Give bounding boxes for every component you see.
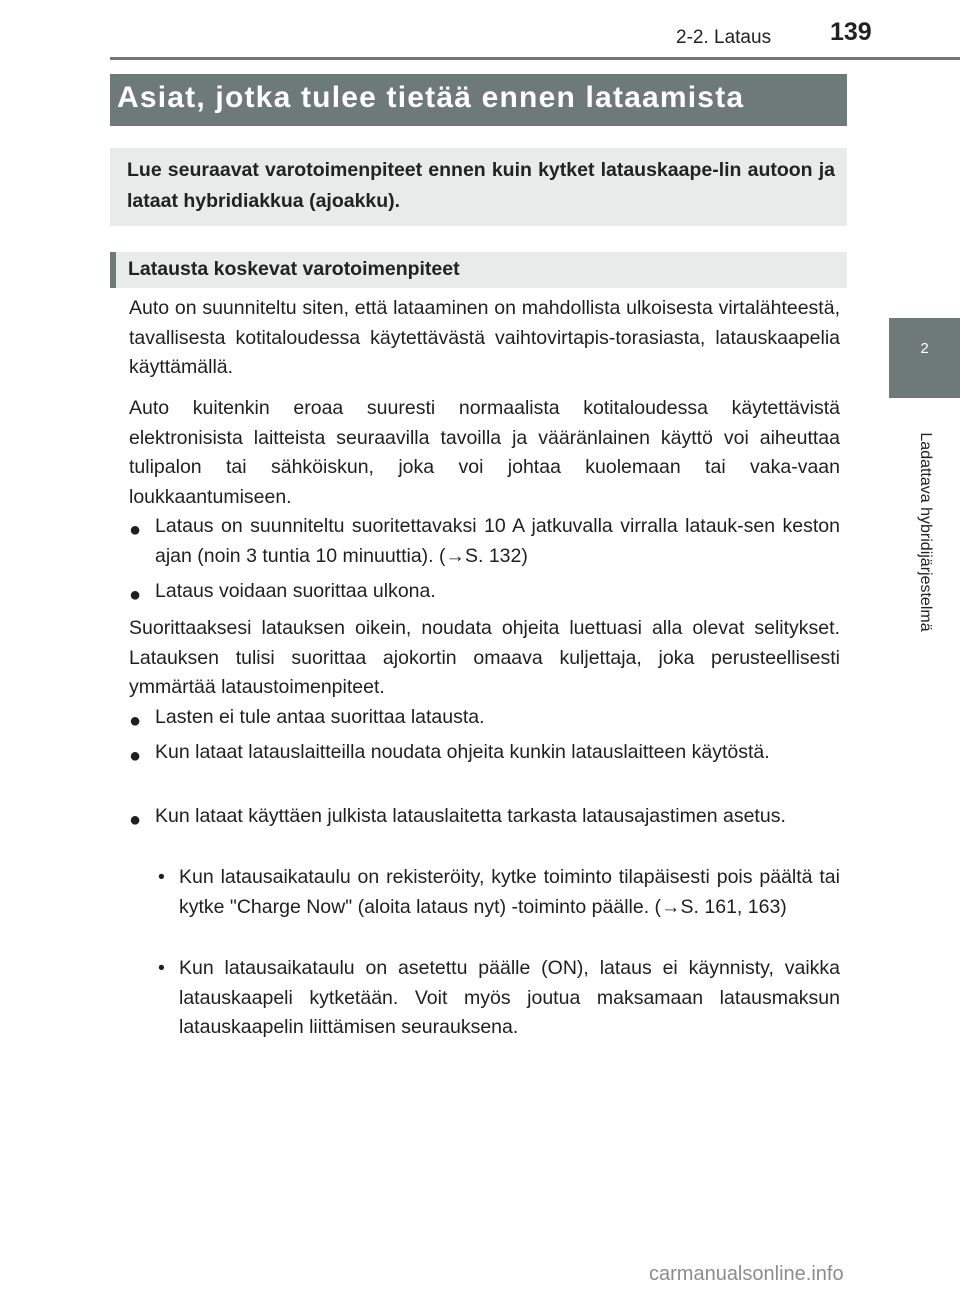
sub-list-item — [156, 863, 840, 922]
bullet-dot-icon: ● — [129, 584, 142, 606]
list-item — [129, 703, 840, 733]
subheading: Latausta koskevat varotoimenpiteet — [128, 258, 460, 280]
list-item-text: Kun lataat käyttäen julkista latauslaitetta tarkasta latausajastimen asetus. — [155, 805, 786, 827]
bullet-dot-icon: ● — [129, 519, 142, 541]
subheading-accent — [110, 252, 116, 288]
sub-list-item-text: Kun latausaikataulu on rekisteröity, kytke toiminto tilapäisesti pois päältä tai kytke "Charge Now" (aloita lataus nyt) -toiminto päälle. (→S. 161, 163) — [179, 866, 840, 918]
intro-text: Lue seuraavat varotoimenpiteet ennen kuin kytket latauskaape-lin autoon ja lataat hybridiakkua (ajoakku). — [127, 159, 835, 212]
paragraph-3: Suorittaaksesi latauksen oikein, noudata ohjeita luettuasi alla olevat selitykset. Latauksen tulisi suorittaa ajokortin omaava kuljettaja, joka perusteellisesti ymmärtää lataustoimenpiteet. — [129, 617, 840, 698]
paragraph-2: Auto kuitenkin eroaa suuresti normaalista kotitaloudessa käytettävistä elektronisista laitteista seuraavilla tavoilla ja vääränlainen käyttö voi aiheuttaa tulipalon tai sähköiskun, joka voi johtaa kuolemaan tai vaka-vaan loukkaantumiseen. — [129, 397, 840, 508]
paragraph-1: Auto on suunniteltu siten, että lataaminen on mahdollista ulkoisesta virtalähteestä, tavallisesta kotitaloudessa käytettävästä vaihtovirtapis-torasiasta, latauskaapelia käyttämällä. — [129, 297, 840, 378]
sub-list-item — [156, 954, 840, 1043]
list-item-text: Kun lataat latauslaitteilla noudata ohjeita kunkin latauslaitteen käytöstä. — [155, 741, 770, 763]
chapter-number: 2 — [920, 340, 929, 357]
list-item — [129, 738, 840, 768]
chapter-tab — [889, 318, 960, 398]
list-item-text: Lataus on suunniteltu suoritettavaksi 10 A jatkuvalla virralla latauk-sen keston ajan (noin 3 tuntia 10 minuuttia). (→S. 132) — [155, 515, 840, 567]
section-heading: 2-2. Lataus — [676, 27, 772, 48]
bullet-dot-icon: ● — [129, 710, 142, 732]
list-item — [129, 512, 840, 571]
header-divider — [110, 57, 960, 60]
sub-list-item-text: Kun latausaikataulu on asetettu päälle (ON), lataus ei käynnisty, vaikka latauskaapeli kytketään. Voit myös joutua maksamaan latausmaksun latauskaapelin liittämisen seurauksena. — [179, 957, 840, 1038]
list-item — [129, 577, 840, 607]
chapter-label: Ladattava hybridijärjestelmä — [917, 432, 934, 632]
page-number: 139 — [830, 18, 872, 46]
sub-bullet-icon: • — [158, 957, 165, 979]
list-item — [129, 802, 840, 832]
list-item-text: Lasten ei tule antaa suorittaa latausta. — [155, 706, 485, 728]
bullet-dot-icon: ● — [129, 809, 142, 831]
page-title: Asiat, jotka tulee tietää ennen lataamista — [117, 81, 745, 114]
sub-bullet-icon: • — [158, 866, 165, 888]
bullet-dot-icon: ● — [129, 745, 142, 767]
list-item-text: Lataus voidaan suorittaa ulkona. — [155, 580, 436, 602]
watermark: carmanualsonline.info — [649, 1263, 844, 1285]
